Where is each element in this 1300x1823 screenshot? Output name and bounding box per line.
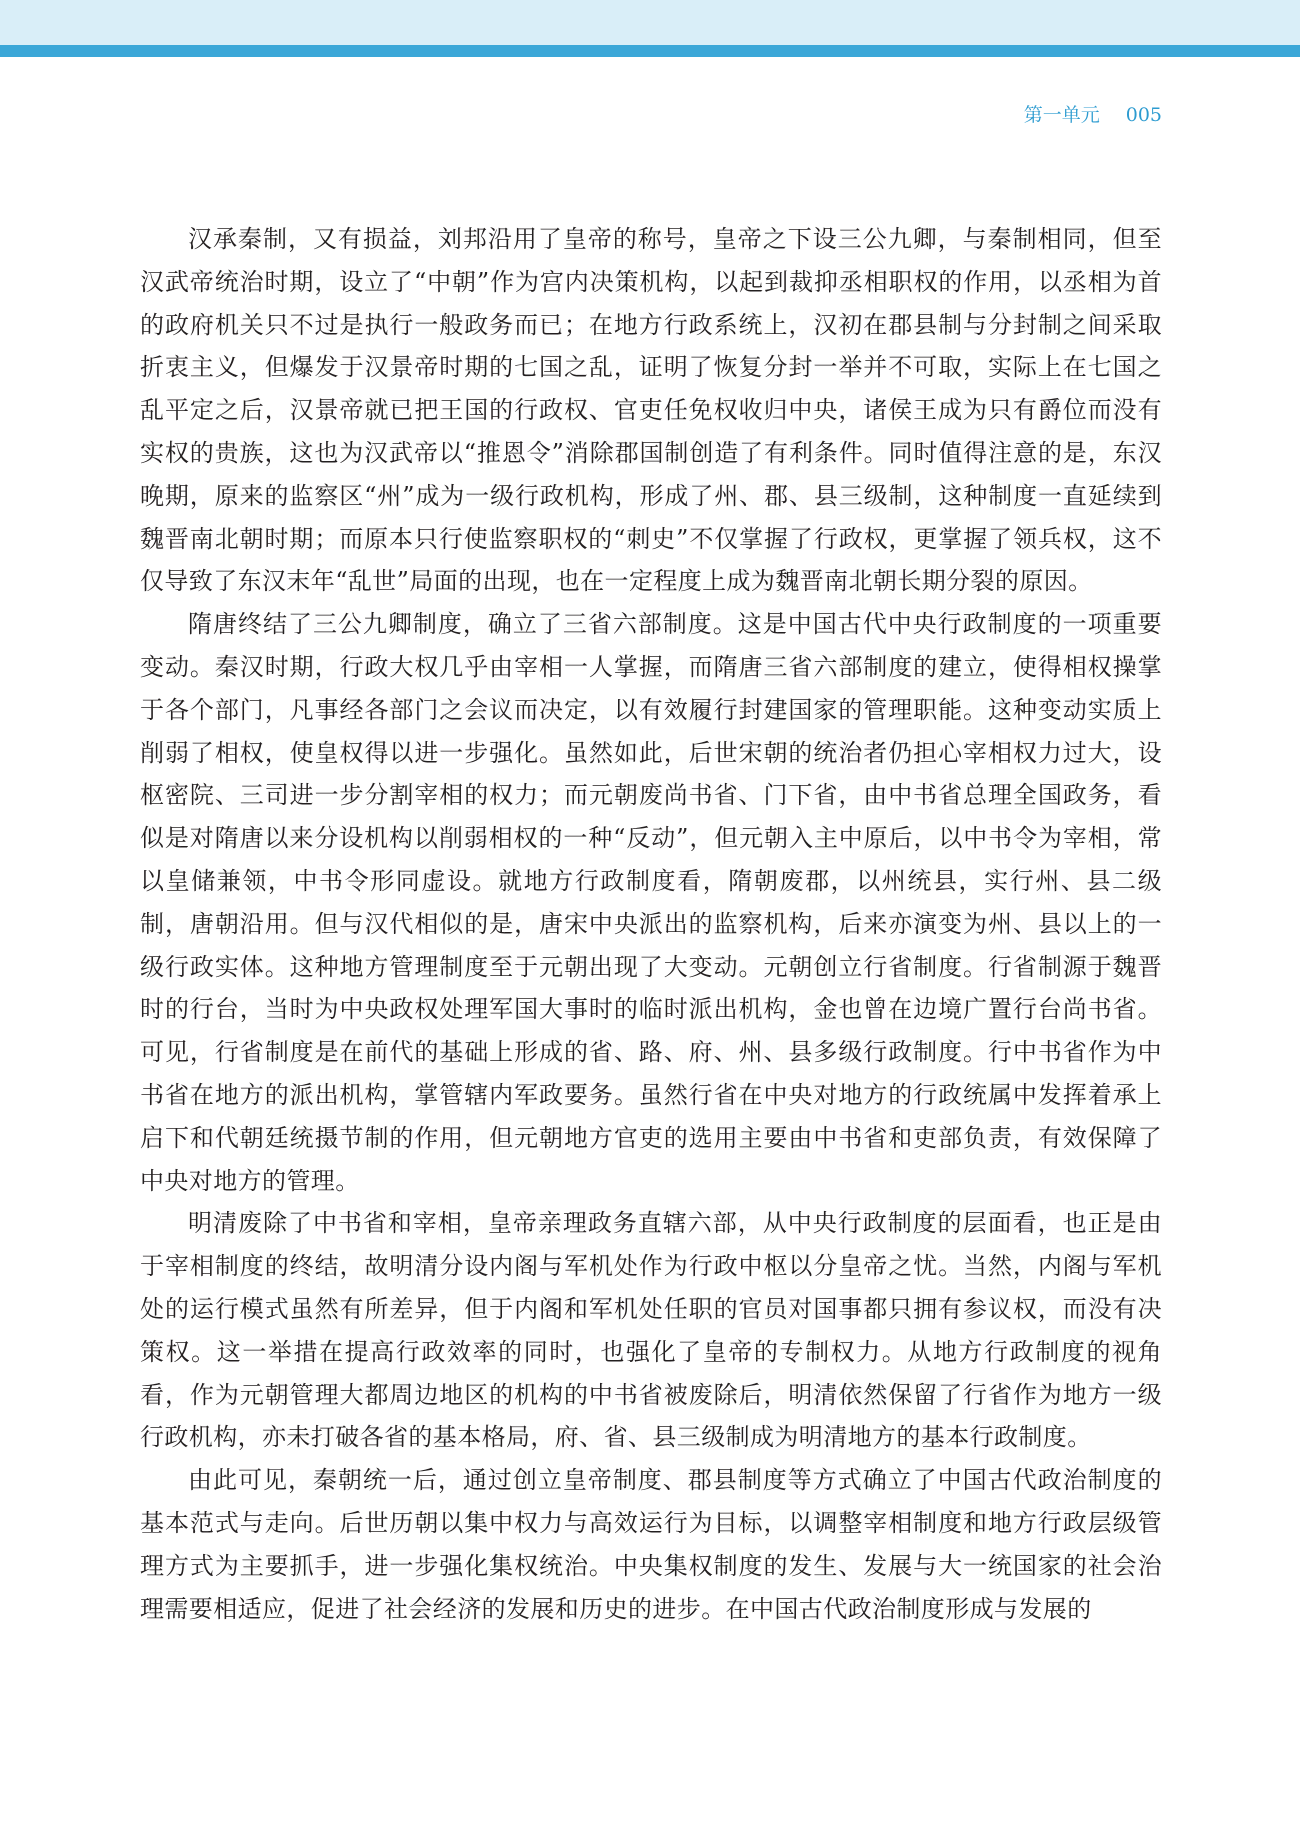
header-stripe — [0, 45, 1300, 57]
paragraph-3: 明清废除了中书省和宰相，皇帝亲理政务直辖六部，从中央行政制度的层面看，也正是由于宰相制度的终结，故明清分设内阁与军机处作为行政中枢以分皇帝之忧。当然，内阁与军机处的运行模式虽然有所差异，但于内阁和军机处任职的官员对国事都只拥有参议权，而没有决策权。这一举措在提高行政效率的同时，也强化了皇帝的专制权力。从地方行政制度的视角看，作为元朝管理大都周边地区的机构的中书省被废除后，明清依然保留了行省作为地方一级行政机构，亦未打破各省的基本格局，府、省、县三级制成为明清地方的基本行政制度。 — [140, 1209, 1162, 1452]
paragraph-1: 汉承秦制，又有损益，刘邦沿用了皇帝的称号，皇帝之下设三公九卿，与秦制相同，但至汉武帝统治时期，设立了“中朝”作为宫内决策机构，以起到裁抑丞相职权的作用，以丞相为首的政府机关只不过是执行一般政务而已；在地方行政系统上，汉初在郡县制与分封制之间采取折衷主义，但爆发于汉景帝时期的七国之乱，证明了恢复分封一举并不可取，实际上在七国之乱平定之后，汉景帝就已把王国的行政权、官吏任免权收归中央，诸侯王成为只有爵位而没有实权的贵族，这也为汉武帝以“推恩令”消除郡国制创造了有利条件。同时值得注意的是，东汉晚期，原来的监察区“州”成为一级行政机构，形成了州、郡、县三级制，这种制度一直延续到魏晋南北朝时期；而原本只行使监察职权的“刺史”不仅掌握了行政权，更掌握了领兵权，这不仅导致了东汉末年“乱世”局面的出现，也在一定程度上成为魏晋南北朝长期分裂的原因。 — [140, 225, 1162, 596]
header-band — [0, 0, 1300, 45]
unit-label: 第一单元 — [1023, 104, 1100, 126]
running-head — [1024, 100, 1162, 127]
page-number: 005 — [1125, 104, 1162, 126]
body-text — [140, 218, 1162, 1630]
paragraph-2: 隋唐终结了三公九卿制度，确立了三省六部制度。这是中国古代中央行政制度的一项重要变动。秦汉时期，行政大权几乎由宰相一人掌握，而隋唐三省六部制度的建立，使得相权操掌于各个部门，凡事经各部门之会议而决定，以有效履行封建国家的管理职能。这种变动实质上削弱了相权，使皇权得以进一步强化。虽然如此，后世宋朝的统治者仍担心宰相权力过大，设枢密院、三司进一步分割宰相的权力；而元朝废尚书省、门下省，由中书省总理全国政务，看似是对隋唐以来分设机构以削弱相权的一种“反动”，但元朝入主中原后，以中书令为宰相，常以皇储兼领，中书令形同虚设。就地方行政制度看，隋朝废郡，以州统县，实行州、县二级制，唐朝沿用。但与汉代相似的是，唐宋中央派出的监察机构，后来亦演变为州、县以上的一级行政实体。这种地方管理制度至于元朝出现了大变动。元朝创立行省制度。行省制源于魏晋时的行台，当时为中央政权处理军国大事时的临时派出机构，金也曾在边境广置行台尚书省。可见，行省制度是在前代的基础上形成的省、路、府、州、县多级行政制度。行中书省作为中书省在地方的派出机构，掌管辖内军政要务。虽然行省在中央对地方的行政统属中发挥着承上启下和代朝廷统摄节制的作用，但元朝地方官吏的选用主要由中书省和吏部负责，有效保障了中央对地方的管理。 — [140, 610, 1162, 1195]
paragraph-4: 由此可见，秦朝统一后，通过创立皇帝制度、郡县制度等方式确立了中国古代政治制度的基本范式与走向。后世历朝以集中权力与高效运行为目标，以调整宰相制度和地方行政层级管理方式为主要抓手，进一步强化集权统治。中央集权制度的发生、发展与大一统国家的社会治理需要相适应，促进了社会经济的发展和历史的进步。在中国古代政治制度形成与发展的 — [140, 1466, 1162, 1623]
